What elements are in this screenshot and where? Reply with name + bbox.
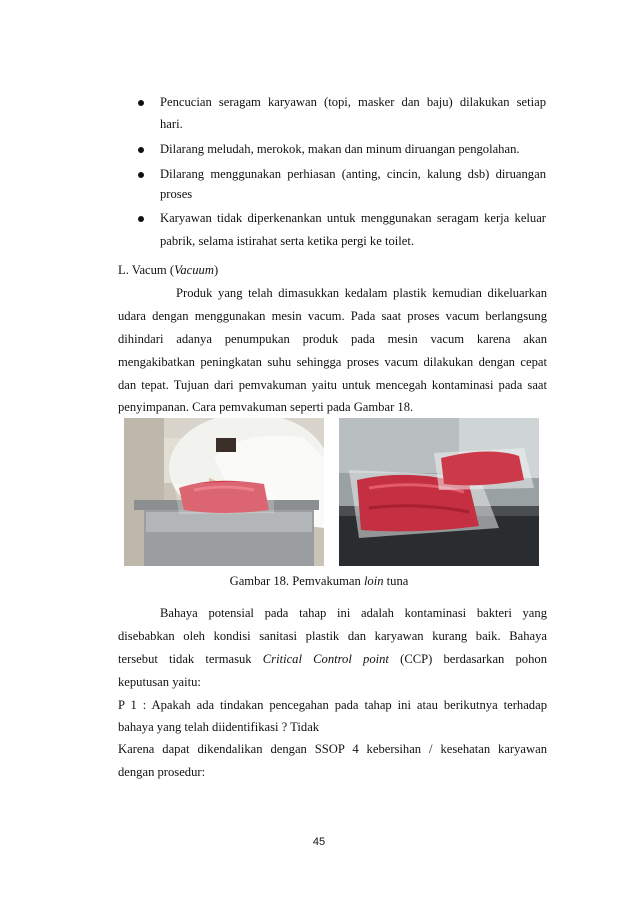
p1-question: P 1 : Apakah ada tindakan pencegahan pada tahap ini atau berikutnya terhadap bbox=[118, 698, 547, 712]
bullet-dot bbox=[138, 100, 144, 106]
paragraph-line: keputusan yaitu: bbox=[118, 675, 201, 689]
figure-caption bbox=[0, 573, 638, 589]
bullet-text: proses bbox=[160, 187, 193, 201]
bullet-dot bbox=[138, 147, 144, 153]
bullet-text: hari. bbox=[160, 117, 183, 131]
page-number: 45 bbox=[312, 836, 326, 848]
heading-suffix: ) bbox=[213, 263, 219, 277]
caption-prefix: Gambar 18. Pemvakuman bbox=[229, 574, 364, 588]
section-heading bbox=[118, 262, 218, 278]
paragraph-line: dengan prosedur: bbox=[118, 765, 206, 779]
bullet-text: Pencucian seragam karyawan (topi, masker dan baju) dilakukan setiap bbox=[160, 95, 546, 109]
paragraph-line: Karena dapat dikendalikan dengan SSOP 4 kebersihan / kesehatan karyawan bbox=[118, 742, 547, 756]
paragraph-line: dan tepat. Tujuan dari pemvakuman yaitu untuk mencegah kontaminasi pada saat bbox=[118, 378, 547, 392]
bullet-dot bbox=[138, 216, 144, 222]
paragraph-line: udara dengan menggunakan mesin vacum. Pada saat proses vacum berlangsung bbox=[118, 309, 547, 323]
paragraph-line: penyimpanan. Cara pemvakuman seperti pada Gambar 18. bbox=[118, 400, 414, 414]
ccp-suffix: (CCP) berdasarkan pohon bbox=[388, 652, 547, 666]
ccp-italic: Critical Control point bbox=[262, 652, 389, 666]
bullet-text: pabrik, selama istirahat serta ketika pergi ke toilet. bbox=[160, 234, 415, 248]
paragraph-line: mengakibatkan peningkatan suhu sehingga proses vacum dilakukan dengan cepat bbox=[118, 355, 547, 369]
bullet-dot bbox=[138, 172, 144, 178]
paragraph-line-ccp bbox=[118, 651, 547, 667]
heading-prefix: L. Vacum ( bbox=[118, 263, 175, 277]
caption-italic: loin bbox=[363, 574, 384, 588]
heading-italic: Vacuum bbox=[174, 263, 214, 277]
photo-vacuum-packed-loin bbox=[339, 418, 539, 566]
bullet-text: Dilarang meludah, merokok, makan dan minum diruangan pengolahan. bbox=[160, 142, 520, 156]
caption-suffix: tuna bbox=[383, 574, 409, 588]
paragraph-line: dihindari adanya penumpukan produk pada mesin vacum karena akan bbox=[118, 332, 547, 346]
bullet-text: Karyawan tidak diperkenankan untuk menggunakan seragam kerja keluar bbox=[160, 211, 546, 225]
paragraph-line: Bahaya potensial pada tahap ini adalah kontaminasi bakteri yang bbox=[160, 606, 547, 620]
paragraph-line: Produk yang telah dimasukkan kedalam plastik kemudian dikeluarkan bbox=[176, 286, 547, 300]
ccp-prefix: tersebut tidak termasuk bbox=[118, 652, 263, 666]
bullet-text: Dilarang menggunakan perhiasan (anting, cincin, kalung dsb) diruangan bbox=[160, 167, 546, 181]
p1-question-cont: bahaya yang telah diidentifikasi ? Tidak bbox=[118, 720, 320, 734]
photo-vacuum-machine bbox=[124, 418, 324, 566]
paragraph-line: disebabkan oleh kondisi sanitasi plastik dan karyawan kurang baik. Bahaya bbox=[118, 629, 547, 643]
